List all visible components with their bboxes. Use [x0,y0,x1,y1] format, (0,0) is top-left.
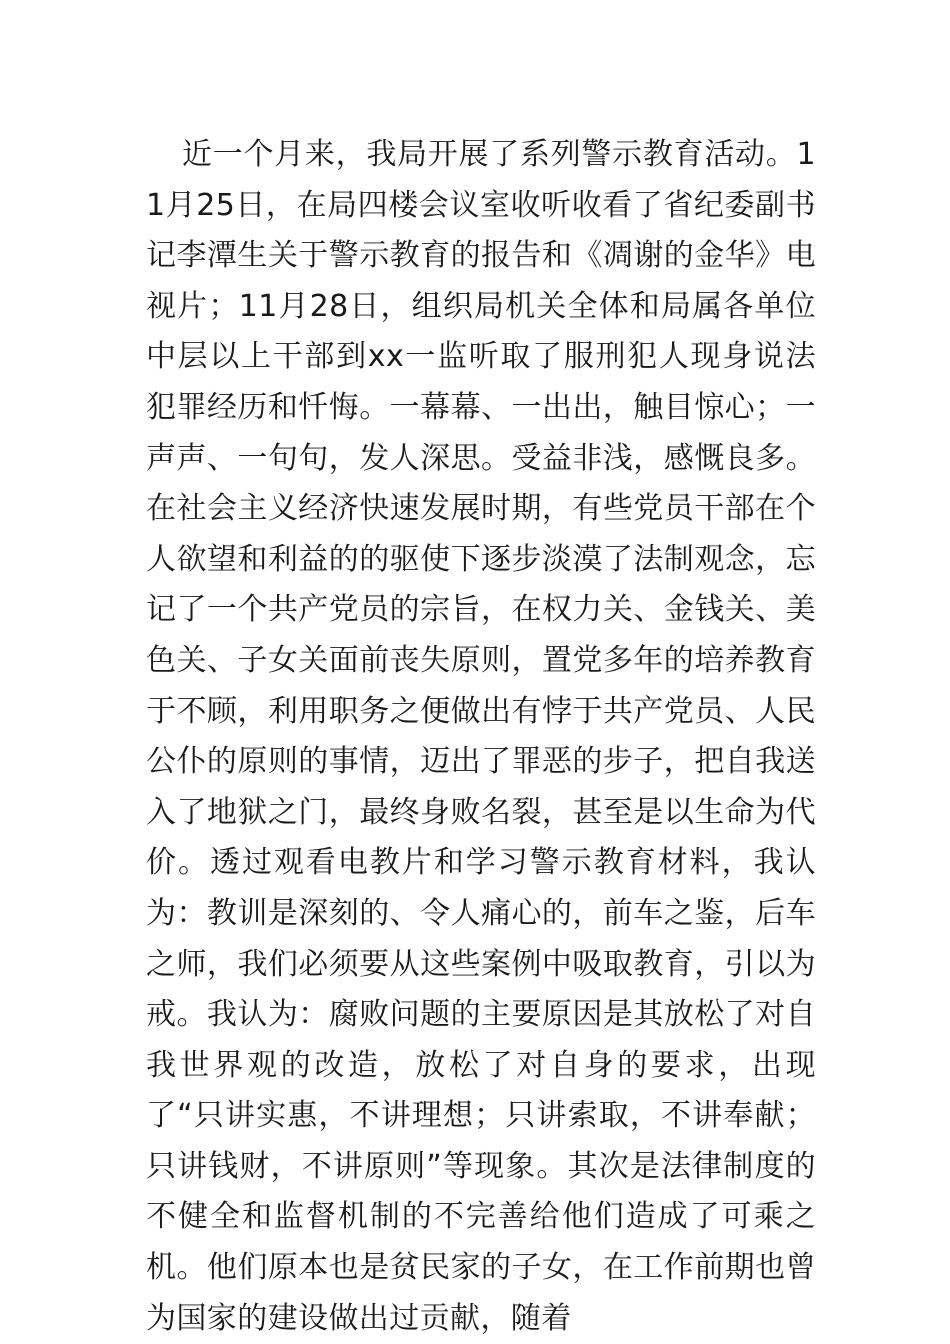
body-paragraph: 近一个月来，我局开展了系列警示教育活动。11月25日，在局四楼会议室收听收看了省纪委副书记李潭生关于警示教育的报告和《凋谢的金华》电视片；11月28日，组织局机关全体和局属各单位中层以上干部到xx一监听取了服刑犯人现身说法犯罪经历和忏悔。一幕幕、一出出，触目惊心；一声声、一句句，发人深思。受益非浅，感慨良多。在社会主义经济快速发展时期，有些党员干部在个人欲望和利益的的驱使下逐步淡漠了法制观念，忘记了一个共产党员的宗旨，在权力关、金钱关、美色关、子女关面前丧失原则，置党多年的培养教育于不顾，利用职务之便做出有悖于共产党员、人民公仆的原则的事情，迈出了罪恶的步子，把自我送入了地狱之门，最终身败名裂，甚至是以生命为代价。透过观看电教片和学习警示教育材料，我认为：教训是深刻的、令人痛心的，前车之鉴，后车之师，我们必须要从这些案例中吸取教育，引以为戒。我认为：腐败问题的主要原因是其放松了对自我世界观的改造，放松了对自身的要求，出现了“只讲实惠，不讲理想；只讲索取，不讲奉献；只讲钱财，不讲原则”等现象。其次是法律制度的不健全和监督机制的不完善给他们造成了可乘之机。他们原本也是贫民家的子女，在工作前期也曾为国家的建设做出过贡献，随着 [146,137,816,1336]
